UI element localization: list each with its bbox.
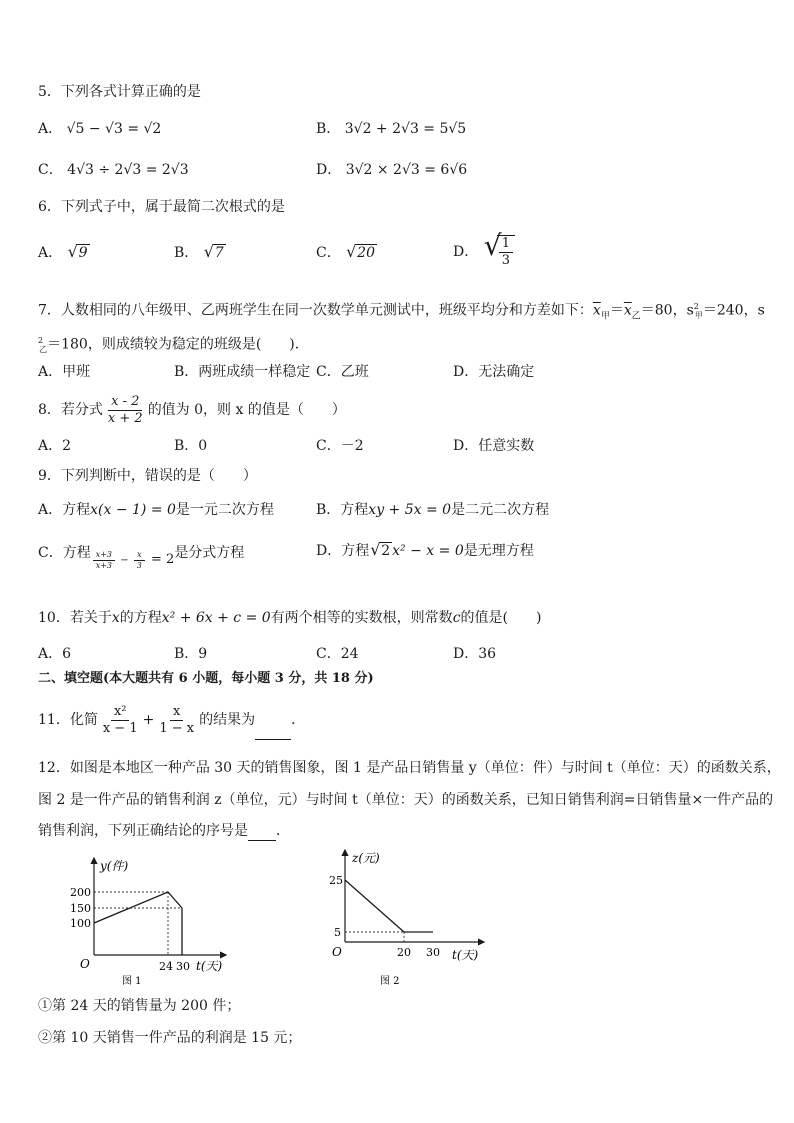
q7-option-a: A．甲班 (38, 364, 91, 380)
q11-stem (38, 700, 305, 740)
q8-option-c: C．－2 (316, 438, 364, 454)
q10-text: 10．若关于 (38, 610, 112, 626)
q6-stem: 6．下列式子中，属于最简二次根式的是 (38, 199, 285, 215)
option-text: B．方程 (316, 502, 369, 518)
q5-option-c (38, 160, 189, 180)
sqrt-symbol: √ 9 (67, 242, 88, 261)
equation: xy + 5x = 0 (368, 502, 452, 518)
variable: x (111, 610, 120, 626)
operator: + (142, 712, 155, 728)
option-letter: C． (38, 162, 63, 178)
fraction-numerator: x (134, 550, 145, 561)
q12-option-2: ②第 10 天销售一件产品的利润是 15 元； (38, 1030, 302, 1046)
q6-option-c (316, 243, 377, 263)
q8-option-d: D．任意实数 (453, 438, 535, 454)
figure-1-graph (64, 850, 234, 990)
q9-option-b (316, 500, 549, 520)
q8-stem (38, 390, 346, 430)
q10-text: 的方程 (119, 610, 162, 626)
q6-option-a (38, 243, 90, 263)
option-text: C．方程 (38, 545, 91, 561)
origin-label: O (80, 957, 90, 971)
operator: − (117, 555, 132, 566)
option-letter: B． (174, 245, 199, 261)
superscript: 2 (693, 302, 699, 311)
option-letter: C． (316, 245, 341, 261)
answer-blank[interactable] (255, 725, 291, 740)
variance-symbol: s (757, 302, 765, 319)
fraction-numerator: x - 2 (108, 394, 142, 411)
q6-option-d (453, 229, 517, 272)
q6-option-b (174, 243, 226, 263)
q7-text: 7．人数相同的八年级甲、乙两班学生在同一次数学单元测试中，班级平均分和方差如下： (38, 302, 593, 319)
q5-option-a (38, 119, 161, 139)
fraction-numerator: x² (111, 704, 130, 721)
option-text: 是一元二次方程 (175, 502, 274, 518)
y-tick-label: 5 (334, 926, 341, 939)
section-heading: 二、填空题(本大题共有 6 小题，每小题 3 分，共 18 分) (38, 671, 374, 686)
q10-option-c: C．24 (316, 646, 359, 662)
q10-option-a: A．6 (38, 646, 72, 662)
fraction-denominator: 3 (136, 561, 142, 570)
y-tick-label: 100 (70, 917, 91, 930)
x-tick-label: 24 (159, 960, 173, 973)
variable: c (452, 610, 461, 626)
fraction-denominator: 3 (501, 253, 510, 268)
mean-symbol: $\overline{x}$ (623, 302, 632, 319)
equation: x² − x = 0 (392, 543, 464, 559)
fraction-denominator: x − 1 (102, 720, 138, 736)
x-axis-label: t(天) (196, 959, 223, 973)
fraction-denominator: x+3 (95, 561, 113, 570)
q10-text: 的值是( ) (460, 610, 542, 626)
sqrt-symbol: √ 7 (203, 242, 224, 261)
subscript: 甲 (600, 311, 610, 322)
q8-option-a: A．2 (38, 438, 72, 454)
q7-option-d: D．无法确定 (453, 364, 535, 380)
operator: = 2 (146, 552, 175, 567)
equation: x(x − 1) = 0 (90, 502, 176, 518)
q10-option-d: D．36 (453, 646, 497, 662)
fraction-numerator: x (170, 704, 183, 721)
variance-symbol: s (686, 302, 694, 319)
q9-option-c (38, 536, 244, 571)
subscript: 甲 (694, 311, 703, 321)
option-text: 是分式方程 (174, 545, 245, 561)
fraction-denominator: x + 2 (107, 410, 143, 426)
sqrt-symbol: √ 2 (370, 540, 391, 559)
x-axis-label: t(天) (452, 948, 479, 962)
origin-label: O (332, 945, 342, 959)
q12-text: ． (276, 823, 290, 839)
sqrt-symbol: √ $\frac{1}{3}$ (484, 232, 517, 272)
q10-stem (38, 608, 541, 628)
subscript: 乙 (39, 345, 48, 355)
q8-text: 的值为 0，则 x 的值是（ ） (147, 402, 346, 418)
y-axis-label: z(元) (352, 851, 380, 865)
sqrt-symbol: √ 20 (346, 242, 375, 261)
x-tick-label: 30 (426, 946, 440, 959)
q9-stem: 9．下列判断中，错误的是（ ） (38, 468, 257, 484)
q8-option-b: B．0 (174, 438, 208, 454)
q12-line3 (38, 821, 290, 841)
q12-option-1: ①第 24 天的销售量为 200 件； (38, 998, 241, 1014)
q8-text: 8．若分式 (38, 402, 103, 418)
option-text: 是二元二次方程 (451, 502, 550, 518)
option-letter: B． (316, 121, 341, 137)
sales-line (94, 892, 182, 923)
figure-2-graph (312, 844, 498, 990)
q5-stem: 5．下列各式计算正确的是 (38, 84, 201, 100)
option-letter: A． (38, 245, 63, 261)
q7-line2 (38, 331, 309, 360)
q12-line2: 图 2 是一件产品的销售利润 z（单位，元）与时间 t（单位：天）的函数关系，已知日销售利润=日销售量×一件产品的 (38, 792, 774, 808)
figure-caption: 图 1 (122, 976, 142, 987)
q5-a-expr: √5 − √3 = √2 (66, 121, 162, 137)
option-text: 是无理方程 (463, 543, 534, 559)
equation: x² + 6x + c = 0 (161, 610, 271, 626)
y-tick-label: 200 (70, 886, 91, 899)
q7-line1: 7．人数相同的八年级甲、乙两班学生在同一次数学单元测试中，班级平均分和方差如下：$\overline{x}_甲=\overline{x}_乙=80$，$s^2_甲=240$，s (38, 302, 765, 322)
q5-c-expr: 4√3 ÷ 2√3 = 2√3 (67, 162, 189, 178)
option-letter: A． (38, 121, 63, 137)
profit-line (345, 880, 433, 932)
fraction-denominator: 1 − x (159, 720, 195, 736)
q5-option-d (316, 160, 467, 180)
figure-caption: 图 2 (380, 976, 400, 987)
x-tick-label: 30 (176, 960, 190, 973)
q12-line1: 12．如图是本地区一种产品 30 天的销售图象，图 1 是产品日销售量 y（单位：件）与时间 t（单位：天）的函数关系， (38, 760, 781, 776)
value: ＝80， (640, 302, 687, 319)
fraction-numerator: 1 (499, 236, 513, 253)
q5-b-expr: 3√2 + 2√3 = 5√5 (344, 121, 467, 137)
radicand: 20 (357, 245, 375, 261)
q7-option-b: B．两班成绩一样稳定 (174, 364, 311, 380)
q5-option-b (316, 119, 466, 139)
q5-d-expr: 3√2 × 2√3 = 6√6 (345, 162, 468, 178)
radicand: 9 (78, 245, 88, 261)
fraction-numerator: x+3 (93, 550, 115, 561)
radicand: 7 (214, 245, 224, 261)
q12-text: 销售利润，下列正确结论的序号是 (38, 823, 248, 839)
subscript: 乙 (631, 311, 641, 322)
y-tick-label: 150 (70, 902, 91, 915)
mean-symbol: $\overline{x}$ (592, 302, 601, 319)
option-letter: D． (453, 244, 479, 260)
y-tick-label: 25 (329, 874, 343, 887)
answer-blank[interactable] (248, 826, 276, 841)
value: ＝240， (702, 302, 758, 319)
option-letter: D． (316, 162, 342, 178)
superscript: 2 (38, 336, 44, 345)
q10-text: 有两个相等的实数根，则常数 (270, 610, 453, 626)
q9-option-d (316, 541, 534, 561)
x-tick-label: 20 (397, 946, 411, 959)
radicand: 2 (381, 543, 391, 559)
option-text: D．方程 (316, 543, 370, 559)
q11-text: ． (291, 712, 306, 728)
q10-option-b: B．9 (174, 646, 208, 662)
q7-option-c: C．乙班 (316, 364, 369, 380)
q11-text: 的结果为 (199, 712, 256, 728)
q11-text: 11．化简 (38, 712, 98, 728)
q9-option-a (38, 500, 274, 520)
q7-text: ＝180，则成绩较为稳定的班级是( )． (47, 336, 309, 353)
y-axis-label: y(件) (100, 859, 129, 873)
option-text: A．方程 (38, 502, 91, 518)
